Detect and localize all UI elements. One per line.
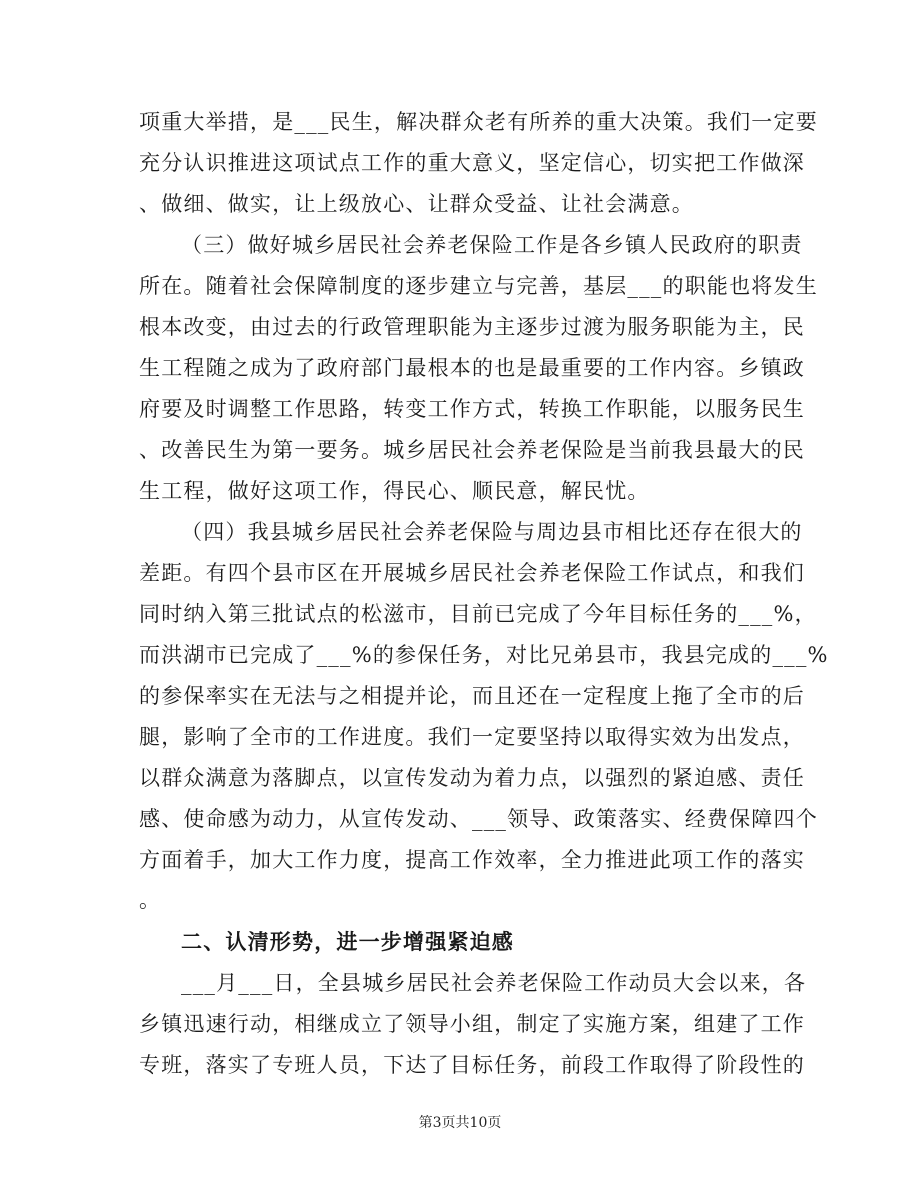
text-line: 生工程随之成为了政府部门最根本的也是最重要的工作内容。乡镇政: [139, 356, 805, 380]
text-line: 生工程，做好这项工作，得民心、顺民意，解民忧。: [139, 479, 650, 503]
text-line: 专班，落实了专班人员，下达了目标任务，前段工作取得了阶段性的: [139, 1053, 805, 1077]
text-line: （四）我县城乡居民社会养老保险与周边县市相比还存在很大的: [181, 520, 803, 544]
text-line: 府要及时调整工作思路，转变工作方式，转换工作职能，以服务民生: [139, 397, 805, 421]
text-line: （三）做好城乡居民社会养老保险工作是各乡镇人民政府的职责: [181, 233, 803, 257]
text-line: 所在。随着社会保障制度的逐步建立与完善，基层___的职能也将发生: [139, 274, 818, 298]
text-line: 腿，影响了全市的工作进度。我们一定要坚持以取得实效为出发点，: [139, 725, 805, 749]
text-line: 差距。有四个县市区在开展城乡居民社会养老保险工作试点，和我们: [139, 561, 805, 585]
text-line: 。: [139, 888, 162, 912]
section-heading: 二、认清形势，进一步增强紧迫感: [181, 929, 514, 954]
page-number-footer: 第3页共10页: [418, 1115, 502, 1131]
text-line: 、改善民生为第一要务。城乡居民社会养老保险是当前我县最大的民: [139, 438, 805, 462]
text-line: 、做细、做实，让上级放心、让群众受益、让社会满意。: [139, 192, 694, 216]
text-line: 而洪湖市已完成了___%的参保任务，对比兄弟县市，我县完成的___%: [139, 643, 829, 667]
text-line: 根本改变，由过去的行政管理职能为主逐步过渡为服务职能为主，民: [139, 315, 805, 339]
text-line: 方面着手，加大工作力度，提高工作效率，全力推进此项工作的落实: [139, 848, 805, 872]
text-line: 充分认识推进这项试点工作的重大意义，坚定信心，切实把工作做深: [139, 151, 805, 175]
text-line: ___月___日，全县城乡居民社会养老保险工作动员大会以来，各: [181, 971, 807, 995]
text-line: 以群众满意为落脚点，以宣传发动为着力点，以强烈的紧迫感、责任: [139, 766, 805, 790]
text-line: 项重大举措，是___民生，解决群众老有所养的重大决策。我们一定要: [139, 110, 818, 134]
text-line: 感、使命感为动力，从宣传发动、___领导、政策落实、经费保障四个: [139, 807, 818, 831]
text-line: 的参保率实在无法与之相提并论，而且还在一定程度上拖了全市的后: [139, 684, 805, 708]
text-line: 同时纳入第三批试点的松滋市，目前已完成了今年目标任务的___%，: [139, 602, 817, 626]
text-line: 乡镇迅速行动，相继成立了领导小组，制定了实施方案，组建了工作: [139, 1012, 805, 1036]
